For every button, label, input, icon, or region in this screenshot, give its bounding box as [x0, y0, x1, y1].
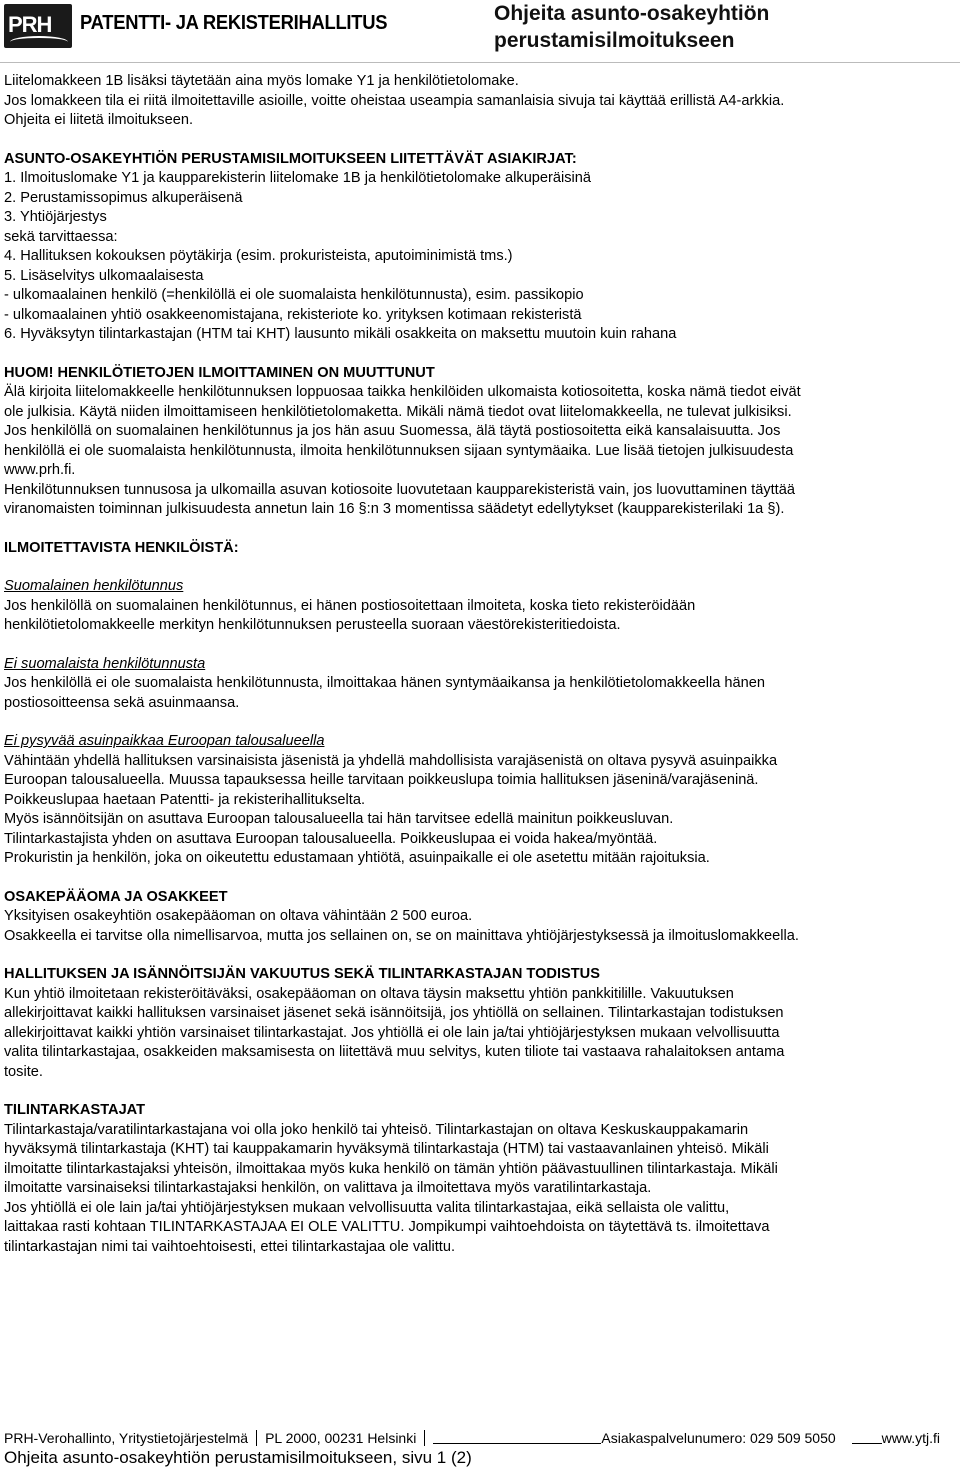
page-header — [0, 0, 960, 60]
attachment-item: 4. Hallituksen kokouksen pöytäkirja (esim. prokuristeista, aputoiminimistä tms.) — [4, 248, 513, 264]
notice-line: Älä kirjoita liitelomakkeelle henkilötunnuksen loppuosaa taikka henkilöiden ulkomaista kotiosoitetta, koska nämä tiedot eivät — [4, 384, 801, 400]
attachment-item: sekä tarvittaessa: — [4, 228, 118, 245]
footer-web-link[interactable]: www.ytj.fi — [881, 1430, 940, 1446]
capital-section — [4, 888, 956, 947]
attachments-section — [4, 150, 956, 345]
logo-arc-icon — [10, 36, 68, 48]
no-eea-residence-line: Prokuristin ja henkilön, joka on oikeutettu edustamaan yhtiötä, asuinpaikalle ei ole asetettu mitään rajoituksia. — [4, 850, 710, 866]
attachment-item: 1. Ilmoituslomake Y1 ja kaupparekisterin liitelomake 1B ja henkilötietolomake alkuperäisinä — [4, 170, 592, 186]
persons-heading: ILMOITETTAVISTA HENKILÖISTÄ: — [4, 539, 239, 556]
no-eea-residence-title: Ei pysyvää asuinpaikkaa Euroopan talousalueella — [4, 733, 325, 749]
attachment-item: - ulkomaalainen yhtiö osakkeenomistajana, rekisteriote ko. yrityksen kotimaan rekisteristä — [4, 306, 582, 323]
header-divider — [0, 62, 960, 63]
declaration-line: tosite. — [4, 1063, 43, 1080]
document-title — [494, 0, 769, 54]
finnish-id-line: henkilötietolomakkeelle merkityn henkilötunnuksen perusteella suoraan väestörekisteritiedoista. — [4, 617, 621, 633]
finnish-id-title: Suomalainen henkilötunnus — [4, 578, 184, 594]
auditor-line: Tilintarkastaja/varatilintarkastajana voi olla joko henkilö tai yhteisö. Tilintarkastajan on oltava Keskuskauppakamarin — [4, 1121, 749, 1138]
intro-line: Jos lomakkeen tila ei riitä ilmoitettaville asioille, voitte oheistaa useampia samanlaisia sivuja tai käyttää erillistä A4-arkkia. — [4, 92, 785, 109]
auditor-heading: TILINTARKASTAJAT — [4, 1102, 146, 1118]
footer-rule — [852, 1443, 882, 1444]
auditor-line: ilmoitatte varsinaiseksi tilintarkastajaksi henkilön, on valittava ja ilmoitettava myös varatilintarkastaja. — [4, 1180, 652, 1196]
attachment-item: 2. Perustamissopimus alkuperäisenä — [4, 189, 243, 206]
notice-line: viranomaisten toiminnan julkisuudesta annetun lain 16 §:n 3 momentissa säädetyt edellytykset (kaupparekisterilaki 1a §). — [4, 501, 785, 517]
footer-contact-row — [4, 1428, 956, 1446]
prh-logo — [4, 4, 72, 48]
notice-line: Jos henkilöllä on suomalainen henkilötunnus ja jos hän asuu Suomessa, älä täytä postiosoitetta eikä kansalaisuutta. Jos — [4, 423, 781, 439]
declaration-line: allekirjoittavat kaikki yhtiön varsinaiset tilintarkastajat. Jos yhtiöllä ei ole lain ja/tai yhtiöjärjestyksen mukaan velvollisuutta — [4, 1024, 780, 1041]
persons-section — [4, 539, 956, 869]
document-body — [4, 72, 956, 1257]
declaration-heading: HALLITUKSEN JA ISÄNNÖITSIJÄN VAKUUTUS SEKÄ TILINTARKASTAJAN TODISTUS — [4, 966, 600, 982]
intro-section — [4, 72, 956, 131]
declaration-section — [4, 965, 956, 1082]
declaration-line: Kun yhtiö ilmoitetaan rekisteröitäväksi, osakepääoman on oltava täysin maksettu yhtiön pankkitilille. Vakuutuksen — [4, 985, 734, 1002]
attachment-item: 5. Lisäselvitys ulkomaalaisesta — [4, 267, 204, 284]
organization-name: PATENTTI- JA REKISTERIHALLITUS — [80, 12, 388, 34]
auditor-line: Jos yhtiöllä ei ole lain ja/tai yhtiöjärjestyksen mukaan velvollisuutta valita tilintarkastajaa, eikä sellaista ole valittu, — [4, 1199, 730, 1216]
footer-rule — [433, 1443, 601, 1444]
attachment-item: 3. Yhtiöjärjestys — [4, 209, 107, 225]
capital-heading: OSAKEPÄÄOMA JA OSAKKEET — [4, 888, 228, 905]
no-eea-residence-line: Tilintarkastajista yhden on asuttava Euroopan talousalueella. Poikkeuslupaa ei voida hakea/myöntää. — [4, 830, 658, 847]
notice-heading: HUOM! HENKILÖTIETOJEN ILMOITTAMINEN ON MUUTTUNUT — [4, 364, 435, 381]
notice-line: Henkilötunnuksen tunnusosa ja ulkomailla asuvan kotiosoite luovutetaan kaupparekisteristä vain, jos luovuttaminen täyttää — [4, 481, 795, 498]
attachment-item: - ulkomaalainen henkilö (=henkilöllä ei ole suomalaista henkilötunnusta), esim. passikopio — [4, 287, 584, 303]
logo-text: PRH — [8, 12, 52, 37]
intro-line: Ohjeita ei liitetä ilmoitukseen. — [4, 112, 193, 128]
no-eea-residence-line: Myös isännöitsijän on asuttava Euroopan talousalueella tai hän tarvitsee edellä mainitun poikkeusluvan. — [4, 811, 674, 827]
footer-phone: Asiakaspalvelunumero: 029 509 5050 — [601, 1430, 836, 1446]
intro-line: Liitelomakkeen 1B lisäksi täytetään aina myös lomake Y1 ja henkilötietolomake. — [4, 73, 519, 89]
notice-section — [4, 364, 956, 520]
capital-line: Yksityisen osakeyhtiön osakepääoman on oltava vähintään 2 500 euroa. — [4, 908, 473, 924]
document-title-line1: Ohjeita asunto-osakeyhtiön — [494, 2, 770, 25]
notice-line: www.prh.fi. — [4, 462, 76, 478]
footer-org: PRH-Verohallinto, Yritystietojärjestelmä — [4, 1430, 257, 1446]
attachment-item: 6. Hyväksytyn tilintarkastajan (HTM tai KHT) lausunto mikäli osakkeita on maksettu muutoin kuin rahana — [4, 326, 677, 342]
document-title-line2: perustamisilmoitukseen — [494, 29, 735, 52]
footer-address: PL 2000, 00231 Helsinki — [265, 1430, 425, 1446]
no-eea-residence-line: Poikkeuslupaa haetaan Patentti- ja rekisterihallitukselta. — [4, 791, 365, 808]
notice-line: ole julkisia. Käytä niiden ilmoittamiseen henkilötietolomaketta. Mikäli nämä tiedot ovat liitelomakkeella, ne tulevat julkisiksi. — [4, 403, 792, 420]
no-eea-residence-line: Vähintään yhdellä hallituksen varsinaisista jäsenistä ja yhdellä mahdollisista varajäsenistä on oltava pysyvä asuinpaikka — [4, 752, 778, 769]
capital-line: Osakkeella ei tarvitse olla nimellisarvoa, mutta jos sellainen on, se on mainittava yhtiöjärjestyksessä ja ilmoituslomakkeella. — [4, 927, 799, 944]
page-footer — [4, 1428, 956, 1468]
auditor-line: ilmoitatte tilintarkastajaksi yhteisön, ilmoittakaa myös kuka henkilö on tämän yhtiön päävastuullinen tilintarkastaja. Mikäli — [4, 1160, 778, 1177]
auditor-line: tilintarkastajan nimi tai vaihtoehtoisesti, ettei tilintarkastajaa ole valittu. — [4, 1238, 456, 1255]
attachments-heading: ASUNTO-OSAKEYHTIÖN PERUSTAMISILMOITUKSEEN LIITETTÄVÄT ASIAKIRJAT: — [4, 150, 577, 167]
no-finnish-id-line: postiosoitteensa sekä asuinmaansa. — [4, 694, 240, 711]
auditor-section — [4, 1101, 956, 1257]
footer-page-number: Ohjeita asunto-osakeyhtiön perustamisilmoitukseen, sivu 1 (2) — [4, 1448, 472, 1467]
notice-line: henkilöllä ei ole suomalaista henkilötunnusta, ilmoita henkilötunnuksen sijaan syntymäaika. Lue lisää tietojen julkisuudesta — [4, 442, 794, 459]
no-finnish-id-line: Jos henkilöllä ei ole suomalaista henkilötunnusta, ilmoittakaa hänen syntymäaikansa ja henkilötietolomakkeella hänen — [4, 675, 765, 691]
auditor-line: laittakaa rasti kohtaan TILINTARKASTAJAA EI OLE VALITTU. Jompikumpi vaihtoehdoista on täytettävä ts. ilmoitettava — [4, 1219, 770, 1235]
no-eea-residence-line: Euroopan talousalueella. Muussa tapauksessa heille tarvitaan poikkeuslupa toimia hallituksen jäseninä/varajäseninä. — [4, 772, 759, 788]
declaration-line: valita tilintarkastajaa, osakkeiden maksamisesta on liitettävä muu selvitys, kuten tiliote tai vastaava rahalaitoksen antama — [4, 1044, 785, 1060]
declaration-line: allekirjoittavat kaikki hallituksen varsinaiset jäsenet sekä isännöitsijä, jos yhtiöllä on sellainen. Tilintarkastajan todistuksen — [4, 1005, 784, 1021]
finnish-id-line: Jos henkilöllä on suomalainen henkilötunnus, ei hänen postiosoitettaan ilmoiteta, koska tieto rekisteröidään — [4, 597, 696, 614]
auditor-line: hyväksymä tilintarkastaja (KHT) tai kauppakamarin hyväksymä tilintarkastaja (HTM) tai vastaavanlainen yhteisö. Mikäli — [4, 1141, 769, 1157]
no-finnish-id-title: Ei suomalaista henkilötunnusta — [4, 655, 206, 672]
